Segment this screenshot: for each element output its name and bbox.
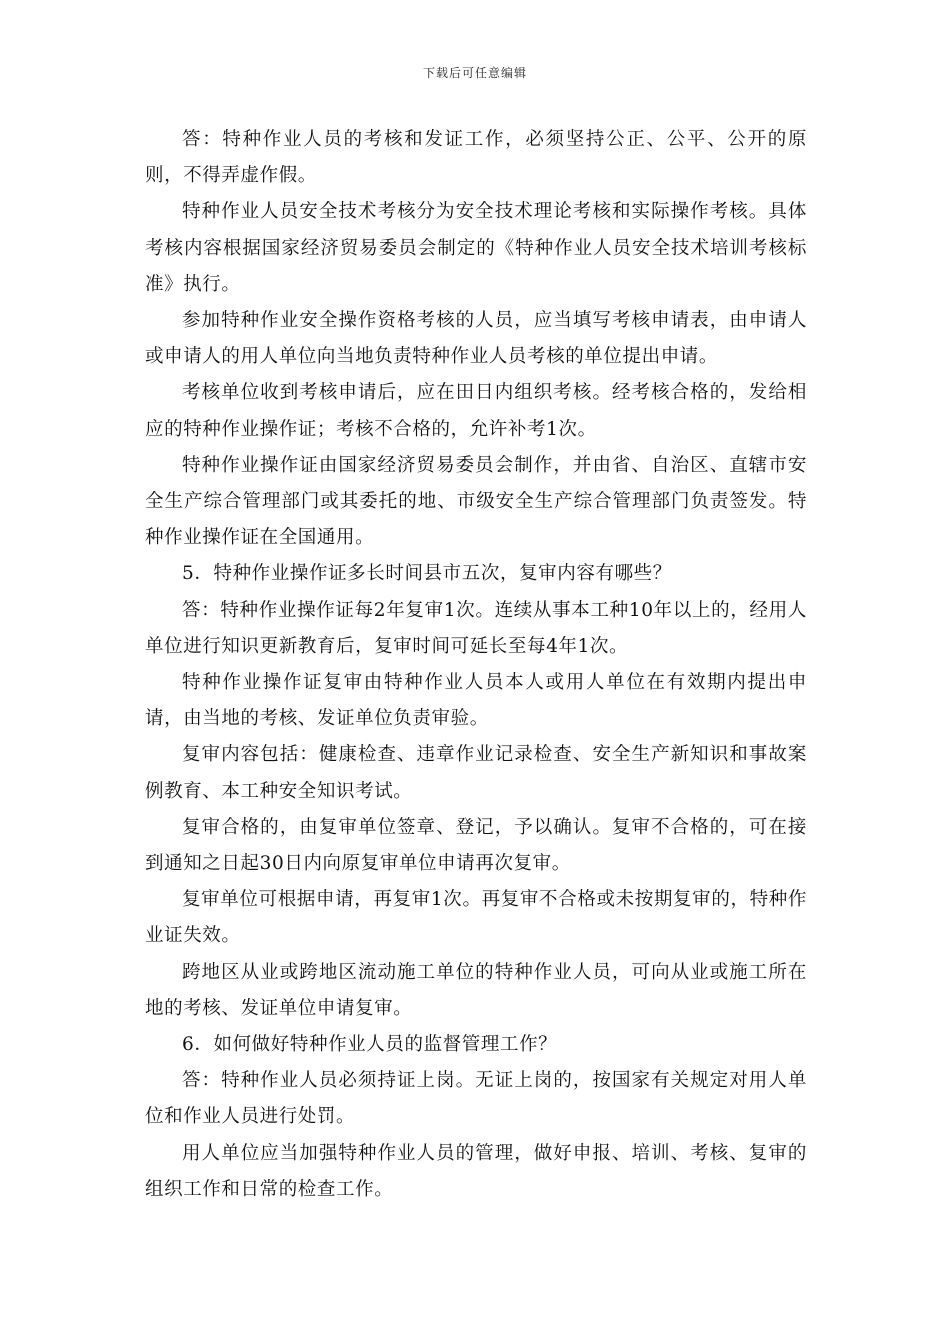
paragraph: 复审内容包括：健康检查、违章作业记录检查、安全生产新知识和事故案例教育、本工种安全知识考试。 <box>145 744 807 802</box>
paragraph: 答：特种作业人员必须持证上岗。无证上岗的，按国家有关规定对用人单位和作业人员进行处罚。 <box>145 1070 807 1128</box>
paragraph: 参加特种作业安全操作资格考核的人员，应当填写考核申请表，由申请人或申请人的用人单位向当地负责特种作业人员考核的单位提出申请。 <box>145 310 807 368</box>
paragraph: 复审单位可根据申请，再复审1次。再复审不合格或未按期复审的，特种作业证失效。 <box>145 889 807 947</box>
paragraph: 复审合格的，由复审单位签章、登记，予以确认。复审不合格的，可在接到通知之日起30日内向原复审单位申请再次复审。 <box>145 816 807 875</box>
paragraph: 特种作业操作证复审由特种作业人员本人或用人单位在有效期内提出申请，由当地的考核、发证单位负责审验。 <box>145 672 807 730</box>
paragraph: 考核单位收到考核申请后，应在田日内组织考核。经考核合格的，发给相应的特种作业操作证；考核不合格的，允许补考1次。 <box>145 382 807 440</box>
paragraph: 答：特种作业操作证每2年复审1次。连续从事本工种10年以上的，经用人单位进行知识更新教育后，复审时间可延长至每4年1次。 <box>145 599 807 657</box>
paragraph: 特种作业人员安全技术考核分为安全技术理论考核和实际操作考核。具体考核内容根据国家经济贸易委员会制定的《特种作业人员安全技术培训考核标准》执行。 <box>145 201 807 295</box>
paragraph: 答：特种作业人员的考核和发证工作，必须坚持公正、公平、公开的原则，不得弄虚作假。 <box>145 129 807 187</box>
question-heading: 5．特种作业操作证多长时间县市五次，复审内容有哪些？ <box>182 563 672 585</box>
page-header: 下载后可任意编辑 <box>422 66 527 80</box>
document-body <box>145 122 807 1208</box>
paragraph: 特种作业操作证由国家经济贸易委员会制作，并由省、自治区、直辖市安全生产综合管理部门或其委托的地、市级安全生产综合管理部门负责签发。特种作业操作证在全国通用。 <box>145 454 807 549</box>
paragraph: 跨地区从业或跨地区流动施工单位的特种作业人员，可向从业或施工所在地的考核、发证单位申请复审。 <box>145 961 807 1019</box>
paragraph: 用人单位应当加强特种作业人员的管理，做好申报、培训、考核、复审的组织工作和日常的检查工作。 <box>145 1142 807 1200</box>
question-heading: 6．如何做好特种作业人员的监督管理工作？ <box>182 1034 558 1056</box>
